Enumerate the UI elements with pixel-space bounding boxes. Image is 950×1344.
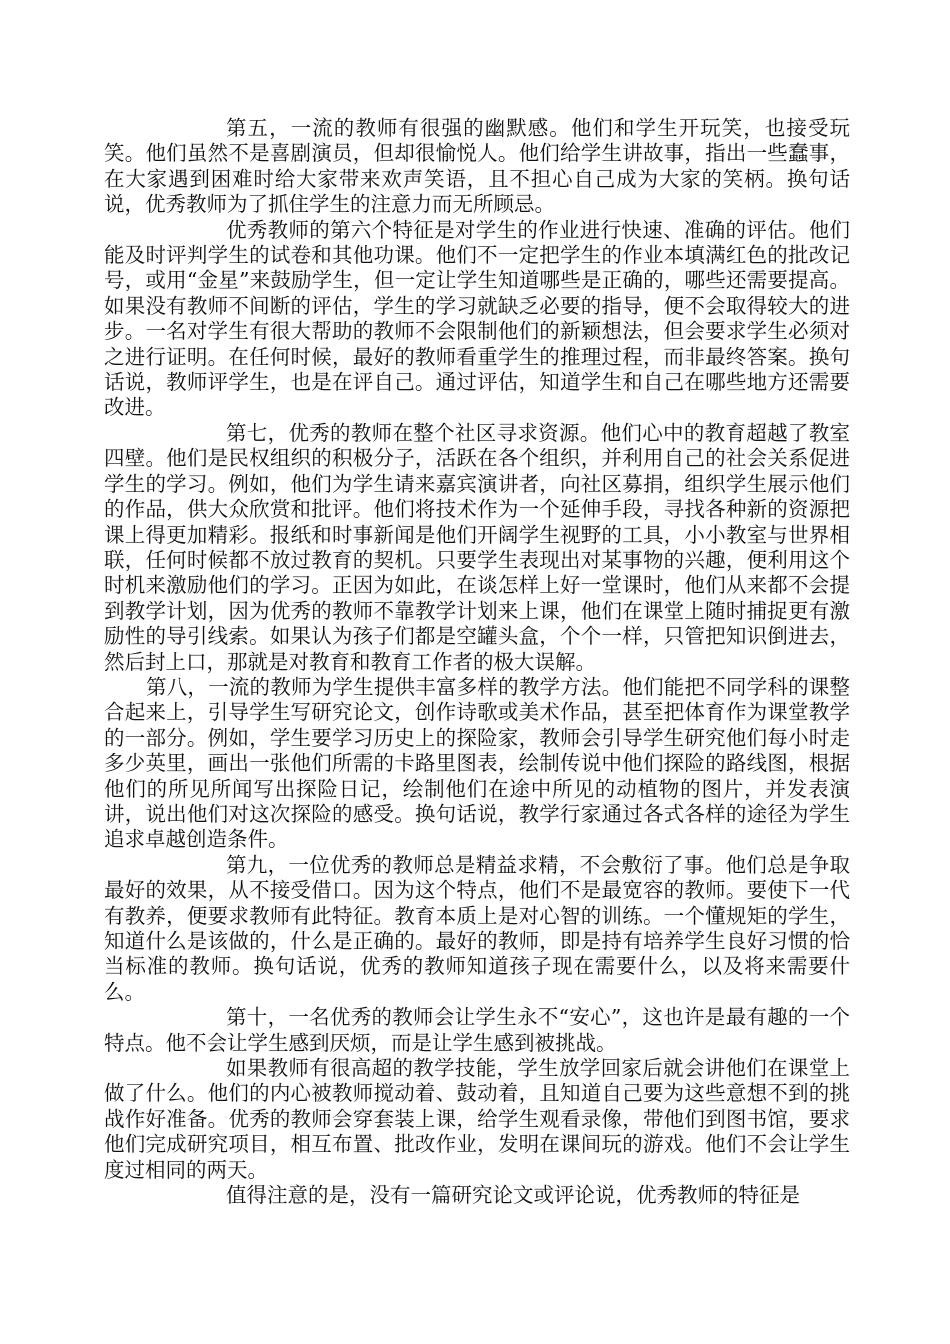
paragraph-tenth-trait: 第十，一名优秀的教师会让学生永不“安心”，这也许是最有趣的一个特点。他不会让学生感到厌烦，而是让学生感到被挑战。	[104, 1005, 850, 1055]
paragraph-fifth-trait: 第五，一流的教师有很强的幽默感。他们和学生开玩笑，也接受玩笑。他们虽然不是喜剧演员，但却很愉悦人。他们给学生讲故事，指出一些蠢事，在大家遇到困难时给大家带来欢声笑语，且不担心自己成为大家的笑柄。换句话说，优秀教师为了抓住学生的注意力而无所顾忌。	[104, 116, 850, 217]
document-page	[104, 116, 850, 1208]
paragraph-seventh-trait: 第七，优秀的教师在整个社区寻求资源。他们心中的教育超越了教室四壁。他们是民权组织的积极分子，活跃在各个组织，并利用自己的社会关系促进学生的学习。例如，他们为学生请来嘉宾演讲者，向社区募捐，组织学生展示他们的作品，供大众欣赏和批评。他们将技术作为一个延伸手段，寻找各种新的资源把课上得更加精彩。报纸和时事新闻是他们开阔学生视野的工具，小小教室与世界相联，任何时候都不放过教育的契机。只要学生表现出对某事物的兴趣，便利用这个时机来激励他们的学习。正因为如此，在谈怎样上好一堂课时，他们从来都不会提到教学计划，因为优秀的教师不靠教学计划来上课，他们在课堂上随时捕捉更有激励性的导引线索。如果认为孩子们都是空罐头盒，个个一样，只管把知识倒进去，然后封上口，那就是对教育和教育工作者的极大误解。	[104, 420, 850, 674]
paragraph-ninth-trait: 第九，一位优秀的教师总是精益求精，不会敷衍了事。他们总是争取最好的效果，从不接受借口。因为这个特点，他们不是最宽容的教师。要使下一代有教养，便要求教师有此特征。教育本质上是对心智的训练。一个懂规矩的学生，知道什么是该做的，什么是正确的。最好的教师，即是持有培养学生良好习惯的恰当标准的教师。换句话说，优秀的教师知道孩子现在需要什么，以及将来需要什么。	[104, 852, 850, 1004]
paragraph-teaching-skill: 如果教师有很高超的教学技能，学生放学回家后就会讲他们在课堂上做了什么。他们的内心被教师搅动着、鼓动着，且知道自己要为这些意想不到的挑战作好准备。优秀的教师会穿套装上课，给学生观看录像，带他们到图书馆，要求他们完成研究项目，相互布置、批改作业，发明在课间玩的游戏。他们不会让学生度过相同的两天。	[104, 1056, 850, 1182]
paragraph-sixth-trait: 优秀教师的第六个特征是对学生的作业进行快速、准确的评估。他们能及时评判学生的试卷和其他功课。他们不一定把学生的作业本填满红色的批改记号，或用“金星”来鼓励学生，但一定让学生知道哪些是正确的，哪些还需要提高。如果没有教师不间断的评估，学生的学习就缺乏必要的指导，便不会取得较大的进步。一名对学生有很大帮助的教师不会限制他们的新颖想法，但会要求学生必须对之进行证明。在任何时候，最好的教师看重学生的推理过程，而非最终答案。换句话说，教师评学生，也是在评自己。通过评估，知道学生和自己在哪些地方还需要改进。	[104, 217, 850, 420]
paragraph-conclusion-start: 值得注意的是，没有一篇研究论文或评论说，优秀教师的特征是	[226, 1183, 800, 1208]
paragraph-eighth-trait: 第八，一流的教师为学生提供丰富多样的教学方法。他们能把不同学科的课整合起来上，引导学生写研究论文，创作诗歌或美术作品，甚至把体育作为课堂教学的一部分。例如，学生要学习历史上的探险家，教师会引导学生研究他们每小时走多少英里，画出一张他们所需的卡路里图表，绘制传说中他们探险的路线图，根据他们的所见所闻写出探险日记，绘制他们在途中所见的动植物的图片，并发表演讲，说出他们对这次探险的感受。换句话说，教学行家通过各式各样的途径为学生追求卓越创造条件。	[104, 674, 850, 852]
